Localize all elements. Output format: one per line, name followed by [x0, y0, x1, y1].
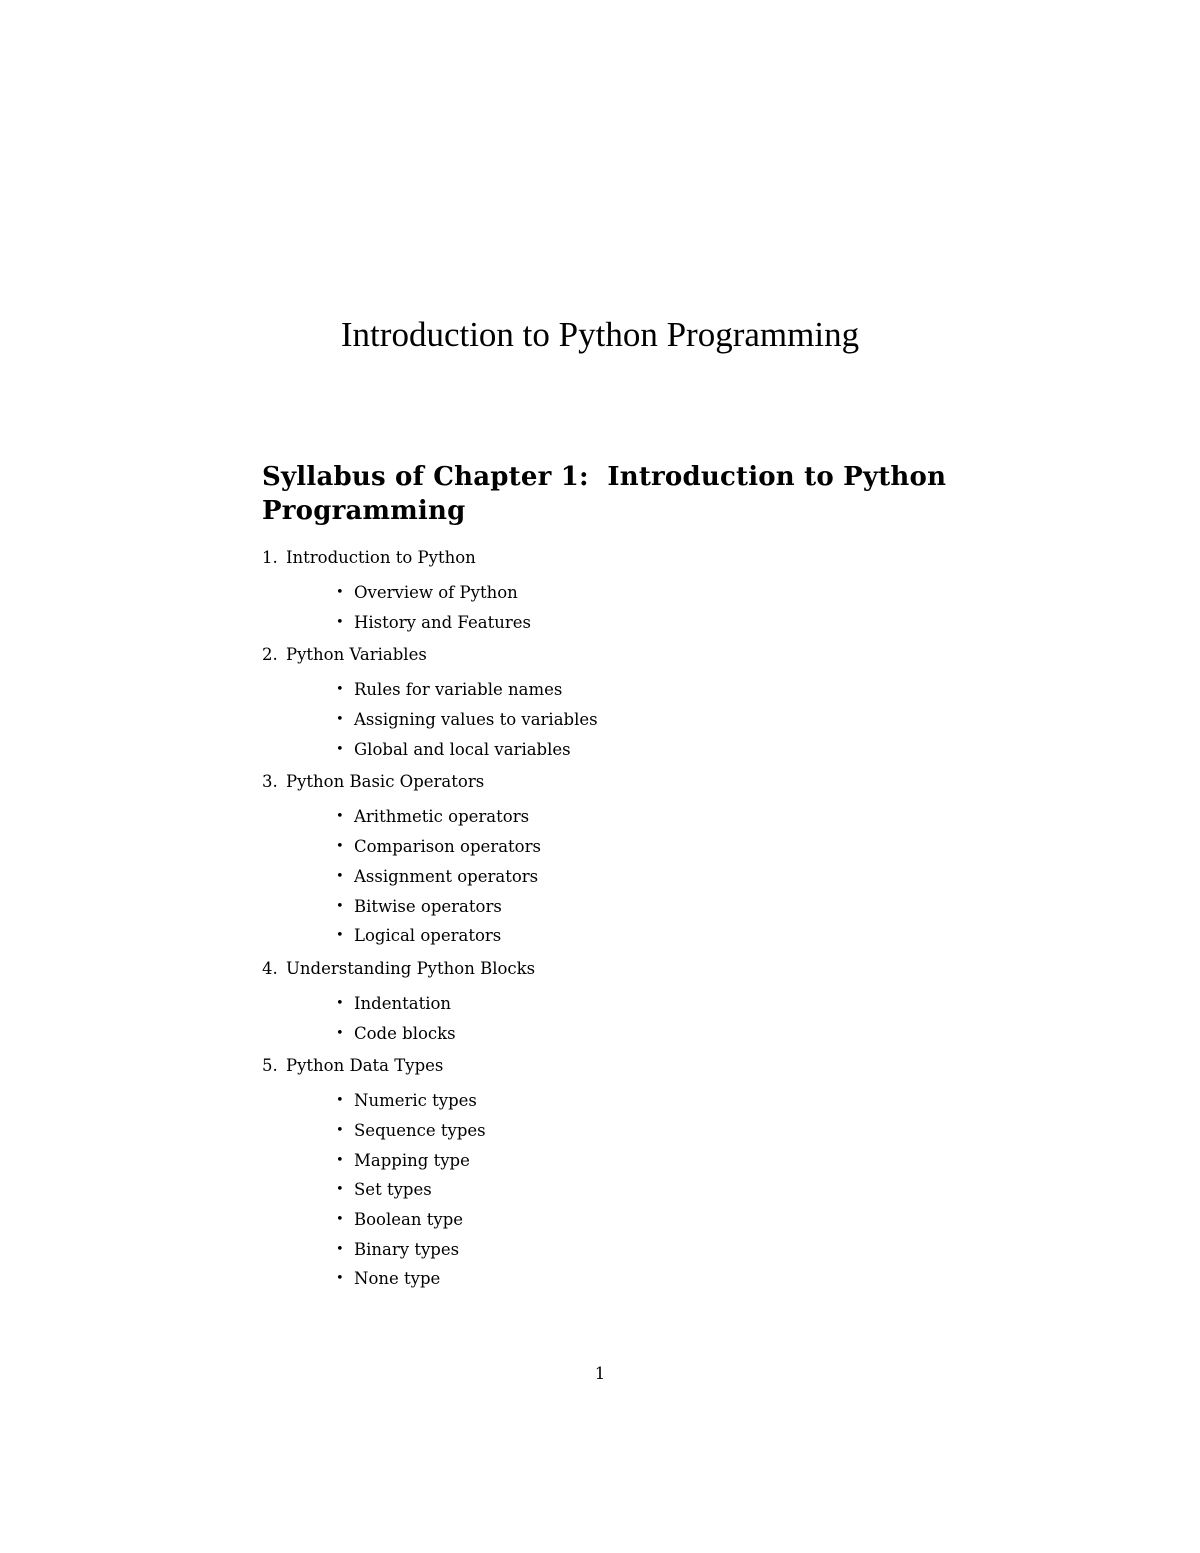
subtopic-label: Arithmetic operators [354, 807, 530, 827]
syllabus-topic [262, 957, 962, 1048]
subtopic-label: Comparison operators [354, 837, 541, 857]
subtopic-label: Set types [354, 1180, 432, 1200]
bullet-icon: • [336, 682, 344, 698]
subtopic-list [262, 989, 962, 1048]
bullet-icon: • [336, 712, 344, 728]
section-heading [262, 460, 962, 528]
subtopic-item [330, 608, 962, 638]
subtopic-label: Sequence types [354, 1120, 486, 1140]
page-number: 1 [594, 1364, 606, 1383]
subtopic-list [262, 1086, 962, 1294]
section-heading-line1: Syllabus of Chapter 1: Introduction to Python [262, 462, 947, 492]
subtopic-label: Numeric types [354, 1091, 477, 1111]
subtopic-item [330, 1019, 962, 1049]
subtopic-list [262, 802, 962, 950]
subtopic-item [330, 705, 962, 735]
syllabus-topic [262, 1054, 962, 1294]
topic-number: 2. [262, 645, 278, 665]
bullet-icon: • [336, 1241, 344, 1257]
bullet-icon: • [336, 868, 344, 884]
bullet-icon: • [336, 839, 344, 855]
subtopic-label: Indentation [354, 993, 452, 1013]
subtopic-label: Boolean type [354, 1210, 464, 1229]
topic-label: Python Basic Operators [286, 772, 485, 792]
subtopic-label: Mapping type [354, 1150, 470, 1170]
subtopic-item [330, 802, 962, 832]
topic-label: Python Variables [286, 645, 427, 665]
subtopic-label: Rules for variable names [354, 680, 563, 700]
subtopic-label: Bitwise operators [354, 896, 502, 916]
subtopic-label: Assignment operators [354, 866, 539, 886]
bullet-icon: • [336, 1025, 344, 1041]
subtopic-label: None type [354, 1269, 441, 1289]
subtopic-label: History and Features [354, 612, 531, 632]
subtopic-item [330, 1146, 962, 1176]
document-title: Introduction to Python Programming [340, 315, 860, 354]
subtopic-list [262, 675, 962, 764]
subtopic-item [330, 578, 962, 608]
subtopic-item [330, 892, 962, 922]
syllabus-list [262, 546, 962, 1300]
topic-number: 3. [262, 772, 278, 792]
topic-label: Python Data Types [286, 1056, 444, 1076]
topic-number: 5. [262, 1056, 278, 1076]
topic-number: 1. [262, 548, 278, 567]
topic-heading [262, 1054, 962, 1078]
syllabus-topic [262, 770, 962, 950]
bullet-icon: • [336, 741, 344, 757]
subtopic-label: Binary types [354, 1239, 460, 1259]
bullet-icon: • [336, 809, 344, 825]
topic-heading [262, 643, 962, 667]
subtopic-item [330, 832, 962, 862]
topic-label: Understanding Python Blocks [286, 958, 536, 978]
subtopic-label: Overview of Python [354, 583, 518, 602]
subtopic-item [330, 862, 962, 892]
subtopic-label: Logical operators [354, 926, 502, 946]
bullet-icon: • [336, 1152, 344, 1168]
syllabus-topic [262, 643, 962, 764]
topic-heading [262, 546, 962, 570]
topic-number: 4. [262, 958, 278, 978]
subtopic-item [330, 921, 962, 951]
bullet-icon: • [336, 1182, 344, 1198]
subtopic-label: Global and local variables [354, 739, 571, 759]
topic-heading [262, 957, 962, 981]
bullet-icon: • [336, 898, 344, 914]
bullet-icon: • [336, 614, 344, 630]
bullet-icon: • [336, 928, 344, 944]
subtopic-list [262, 578, 962, 637]
subtopic-label: Assigning values to variables [354, 710, 598, 730]
subtopic-item [330, 989, 962, 1019]
subtopic-item [330, 1235, 962, 1265]
bullet-icon: • [336, 1271, 344, 1287]
bullet-icon: • [336, 1122, 344, 1138]
section-heading-line2: Programming [262, 496, 466, 526]
topic-label: Introduction to Python [286, 548, 476, 567]
bullet-icon: • [336, 995, 344, 1011]
topic-heading [262, 770, 962, 794]
subtopic-item [330, 1205, 962, 1235]
syllabus-topic [262, 546, 962, 637]
subtopic-item [330, 675, 962, 705]
subtopic-item [330, 735, 962, 765]
bullet-icon: • [336, 585, 344, 600]
subtopic-item [330, 1086, 962, 1116]
subtopic-label: Code blocks [354, 1023, 456, 1043]
bullet-icon: • [336, 1212, 344, 1227]
subtopic-item [330, 1175, 962, 1205]
subtopic-item [330, 1116, 962, 1146]
subtopic-item [330, 1264, 962, 1294]
bullet-icon: • [336, 1093, 344, 1109]
